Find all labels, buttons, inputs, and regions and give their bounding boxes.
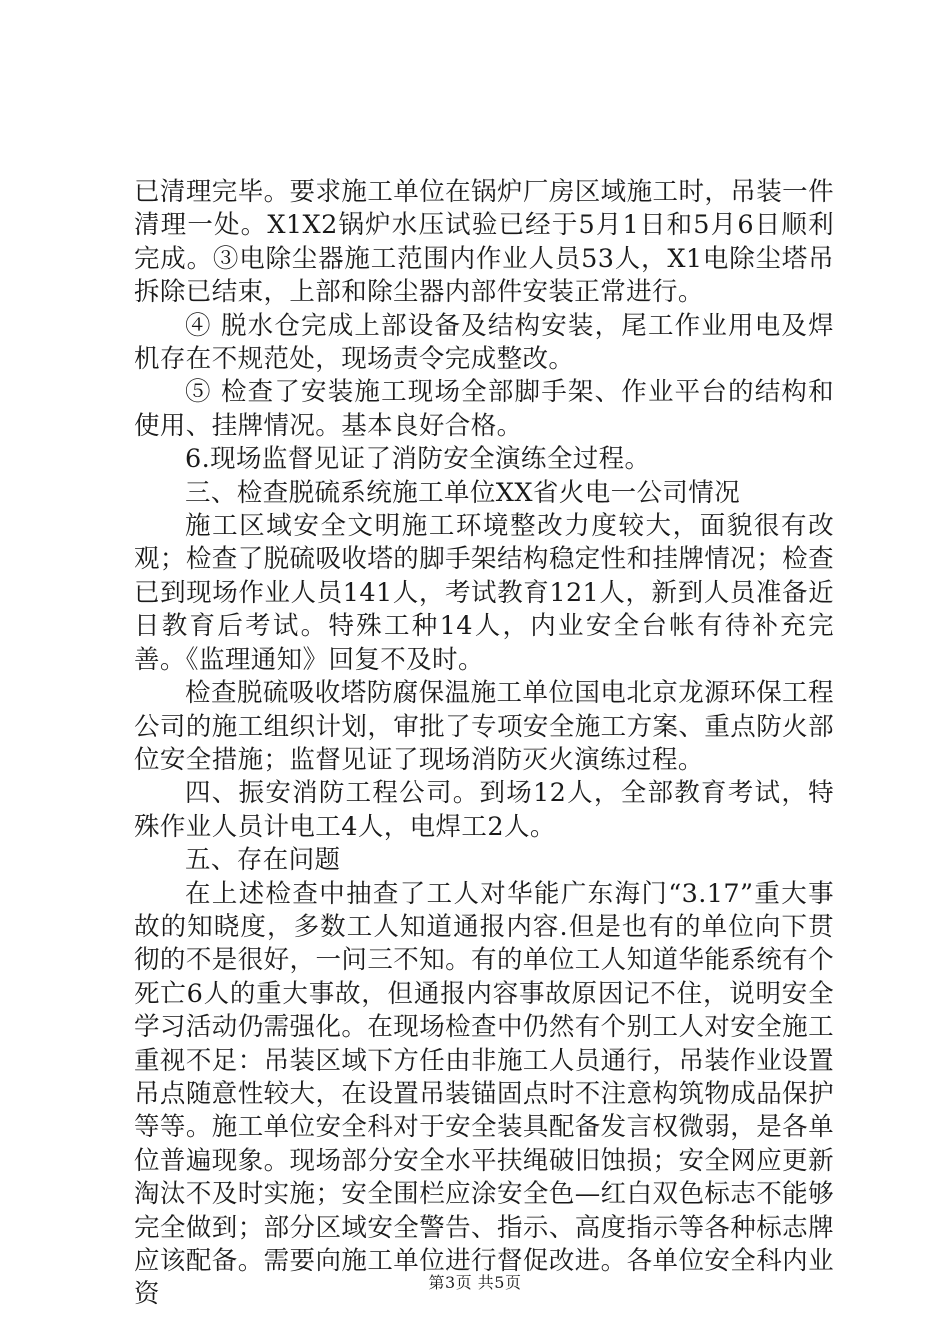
paragraph-desulfurization-site: 施工区域安全文明施工环境整改力度较大，面貌很有改观；检查了脱硫吸收塔的脚手架结构稳定性和挂牌情况；检查已到现场作业人员141人，考试教育121人，新到人员准备近日教育后考试。特殊工种14人，内业安全台帐有待补充完善。《监理通知》回复不及时。 <box>134 511 834 675</box>
section-heading-problems: 五、存在问题 <box>185 845 341 876</box>
section-heading-desulfurization: 三、检查脱硫系统施工单位XX省火电一公司情况 <box>185 477 741 508</box>
paragraph-scaffold-check: ⑤ 检查了安装施工现场全部脚手架、作业平台的结构和使用、挂牌情况。基本良好合格。 <box>134 377 834 441</box>
paragraph-anticorrosion-contractor: 检查脱硫吸收塔防腐保温施工单位国电北京龙源环保工程公司的施工组织计划，审批了专项安全施工方案、重点防火部位安全措施；监督见证了现场消防灭火演练过程。 <box>134 678 834 775</box>
paragraph-problems-detail: 在上述检查中抽查了工人对华能广东海门“3.17”重大事故的知晓度，多数工人知道通报内容.但是也有的单位向下贯彻的不是很好，一问三不知。有的单位工人知道华能系统有个死亡6人的重大事故，但通报内容事故原因记不住，说明安全学习活动仍需强化。在现场检查中仍然有个别工人对安全施工重视不足：吊装区域下方任由非施工人员通行，吊装作业设置吊点随意性较大，在设置吊装锚固点时不注意构筑物成品保护等等。施工单位安全科对于安全装具配备发言权微弱，是各单位普遍现象。现场部分安全水平扶绳破旧蚀损；安全网应更新淘汰不及时实施；安全围栏应涂安全色—红白双色标志不能够完全做到；部分区域安全警告、指示、高度指示等各种标志牌应该配备。需要向施工单位进行督促改进。各单位安全科内业资 <box>134 878 834 1310</box>
paragraph-dewatering-bin: ④ 脱水仓完成上部设备及结构安装，尾工作业用电及焊机存在不规范处，现场责令完成整改。 <box>134 310 834 375</box>
page-number-footer: 第3页 共5页 <box>428 1273 522 1292</box>
paragraph-fire-drill: 6.现场监督见证了消防安全演练全过程。 <box>185 444 651 475</box>
document-body <box>134 176 834 1312</box>
section-heading-fire-engineering: 四、振安消防工程公司。到场12人，全部教育考试，特殊作业人员计电工4人，电焊工2人。 <box>134 778 834 842</box>
paragraph-continued-cleanup: 已清理完毕。要求施工单位在锅炉厂房区域施工时，吊装一件清理一处。X1X2锅炉水压试验已经于5月1日和5月6日顺利完成。③电除尘器施工范围内作业人员53人，X1电除尘塔吊拆除已结束，上部和除尘器内部件安装正常进行。 <box>134 177 834 308</box>
